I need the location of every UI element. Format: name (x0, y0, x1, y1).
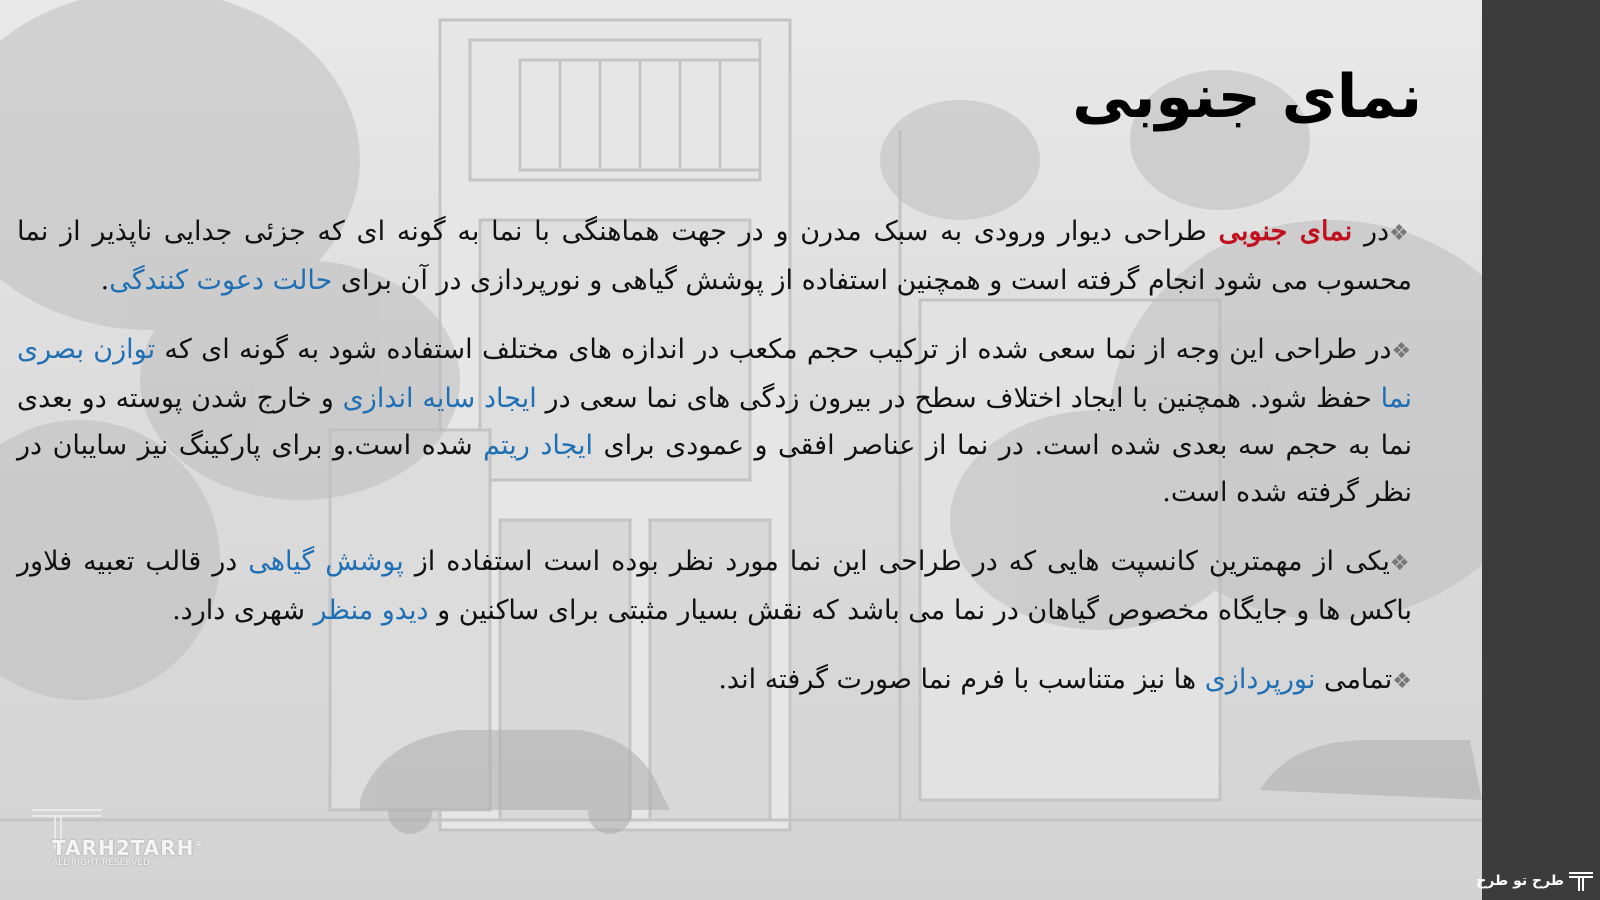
bullet-text: حفظ شود. همچنین با ایجاد اختلاف سطح در بیرون زدگی های نما سعی در (536, 383, 1381, 414)
bullet-text: طراحی دیوار ورودی به سبک مدرن و در جهت هماهنگی با نما به گونه ای که جزئی جدایی ناپذیر از نما محسوب می شود انجام گرفته است و همچنین استفاده از پوشش گیاهی و نورپردازی در آن برای (17, 216, 1412, 296)
highlight-title-term: نمای جنوبی (1218, 216, 1353, 247)
bullet-text: ها نیز متناسب با فرم نما صورت گرفته اند. (718, 664, 1205, 695)
highlight-term: پوشش گیاهی (248, 546, 404, 577)
highlight-term: نورپردازی (1204, 664, 1316, 695)
highlight-term: توازن بصری نما (17, 334, 1412, 414)
bullet-paragraph (17, 656, 1412, 705)
bullet-text: در طراحی این وجه از نما سعی شده از ترکیب حجم مکعب در اندازه های مختلف استفاده شود به گونه ای که (155, 334, 1392, 365)
footer-brand (1476, 870, 1594, 892)
highlight-term: ایجاد سایه اندازی (342, 383, 537, 414)
bullet-text: . (100, 265, 110, 296)
bullet-text: شهری دارد. (172, 595, 314, 626)
bullet-diamond-icon: ❖ (1392, 669, 1412, 694)
logo-subtitle: ALL RIGHT RESERVED (52, 858, 150, 868)
bullet-paragraph (17, 208, 1412, 304)
logo-wordmark: TARH2TARH® (52, 836, 205, 860)
highlight-term: حالت دعوت کنندگی (109, 265, 333, 296)
highlight-term: ایجاد ریتم (483, 430, 594, 461)
bullet-diamond-icon: ❖ (1389, 221, 1412, 246)
bullet-text: در (1352, 216, 1390, 247)
bullet-text: تمامی (1315, 664, 1393, 695)
bullet-text: و خارج شدن پوسته دو بعدی نما به حجم سه بعدی شده است. در نما از عناصر افقی و عمودی برای (17, 383, 1413, 461)
right-sidebar (1482, 0, 1600, 900)
slide-title: نمای جنوبی (1072, 62, 1422, 132)
bullet-text: شده است.و برای پارکینگ نیز سایبان در نظر گرفته شده است. (17, 430, 1412, 508)
footer-brand-text: طرح تو طرح (1476, 873, 1564, 889)
bullet-list (17, 208, 1412, 727)
highlight-term: دیدو منظر (313, 595, 429, 626)
bullet-paragraph (17, 326, 1412, 516)
bullet-diamond-icon: ❖ (1391, 339, 1412, 364)
bullet-text: در قالب تعبیه فلاور باکس ها و جایگاه مخصوص گیاهان در نما می باشد که نقش بسیار مثبتی برای ساکنین و (17, 546, 1412, 626)
bullet-text: یکی از مهمترین کانسپت هایی که در طراحی این نما مورد نظر بوده است استفاده از (403, 546, 1390, 577)
tarh2tarh-mark-icon (1568, 870, 1594, 892)
bullet-paragraph (17, 538, 1412, 634)
bullet-diamond-icon: ❖ (1389, 551, 1413, 576)
